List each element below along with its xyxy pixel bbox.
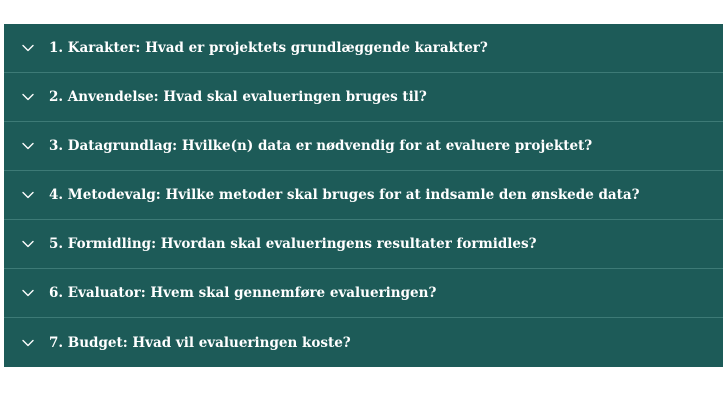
accordion-item-label: 5. Formidling: Hvordan skal evalueringens resultater formidles?: [49, 236, 537, 252]
accordion-item-label: 7. Budget: Hvad vil evalueringen koste?: [49, 334, 351, 351]
chevron-down-icon: [21, 139, 35, 153]
accordion-item-label: 4. Metodevalg: Hvilke metoder skal bruges for at indsamle den ønskede data?: [49, 187, 640, 203]
accordion-item-5[interactable]: [4, 220, 723, 269]
chevron-down-icon: [21, 237, 35, 251]
faq-accordion: [4, 24, 723, 367]
chevron-down-icon: [21, 286, 35, 300]
accordion-item-6[interactable]: [4, 269, 723, 318]
accordion-item-3[interactable]: [4, 122, 723, 171]
accordion-item-7[interactable]: [4, 318, 723, 367]
chevron-down-icon: [21, 336, 35, 350]
accordion-item-label: 2. Anvendelse: Hvad skal evalueringen bruges til?: [49, 89, 427, 105]
accordion-item-1[interactable]: [4, 24, 723, 73]
accordion-item-label: 3. Datagrundlag: Hvilke(n) data er nødvendig for at evaluere projektet?: [49, 138, 593, 154]
accordion-item-2[interactable]: [4, 73, 723, 122]
chevron-down-icon: [21, 188, 35, 202]
chevron-down-icon: [21, 41, 35, 55]
accordion-item-4[interactable]: [4, 171, 723, 220]
accordion-item-label: 1. Karakter: Hvad er projektets grundlæggende karakter?: [49, 40, 488, 56]
accordion-item-label: 6. Evaluator: Hvem skal gennemføre evalueringen?: [49, 285, 437, 301]
chevron-down-icon: [21, 90, 35, 104]
